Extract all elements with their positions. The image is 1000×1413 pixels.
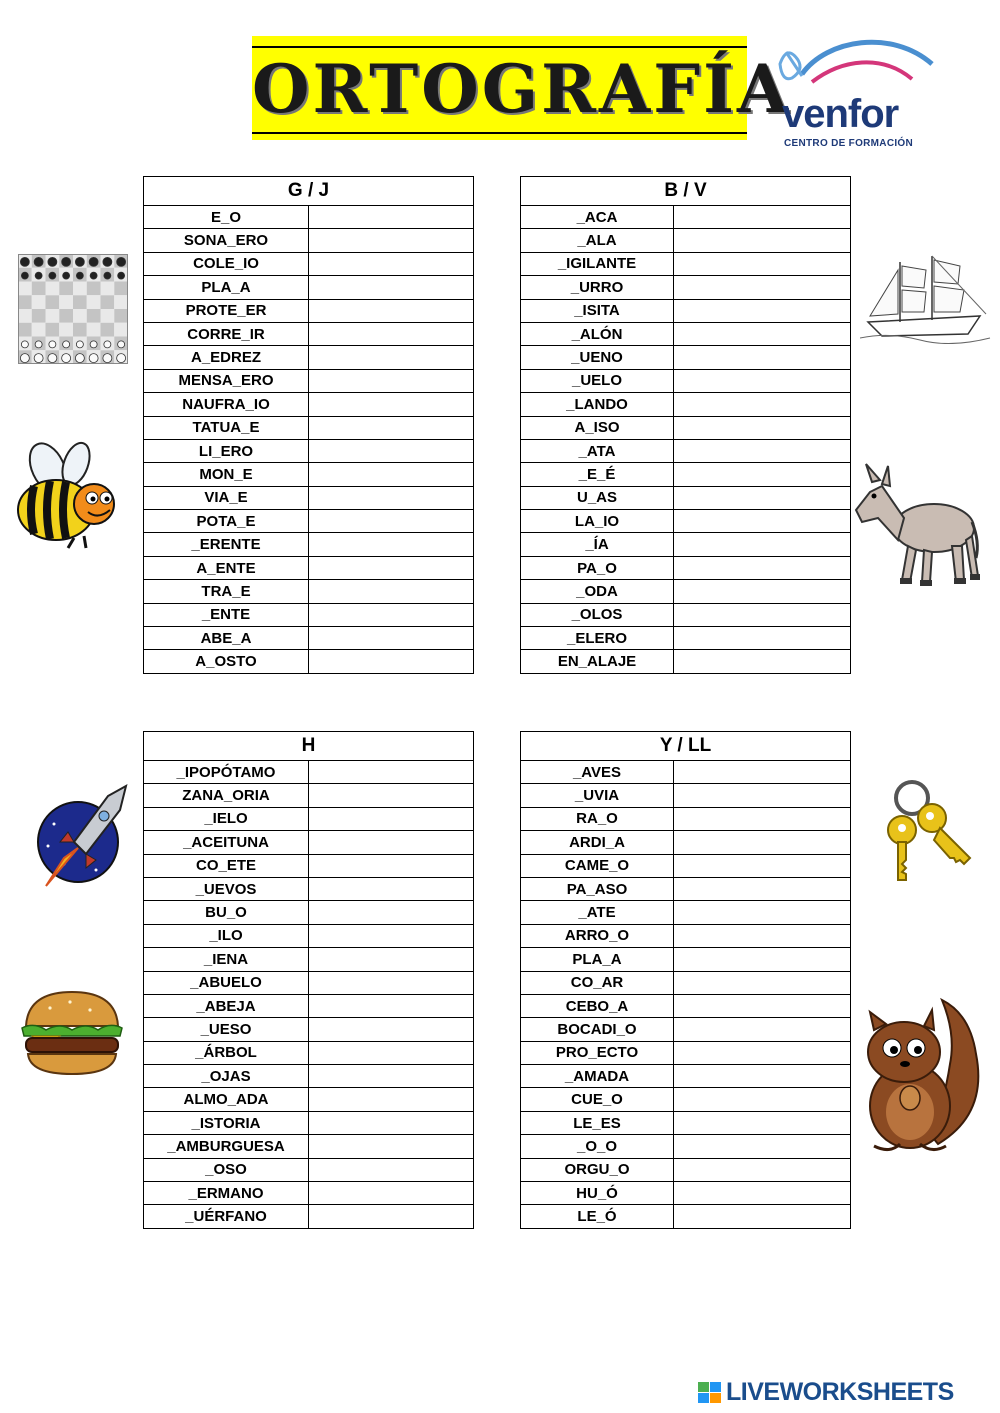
- answer-cell[interactable]: [674, 650, 851, 673]
- table-row: [521, 948, 851, 971]
- table-heading: B / V: [521, 177, 851, 206]
- word-cell: MON_E: [144, 463, 309, 486]
- word-cell: _ABEJA: [144, 994, 309, 1017]
- word-cell: _AMADA: [521, 1065, 674, 1088]
- table-row: [144, 556, 474, 579]
- table-heading: G / J: [144, 177, 474, 206]
- word-cell: ABE_A: [144, 627, 309, 650]
- word-cell: ARRO_O: [521, 924, 674, 947]
- answer-cell[interactable]: [674, 877, 851, 900]
- word-cell: _UVIA: [521, 784, 674, 807]
- word-cell: U_AS: [521, 486, 674, 509]
- answer-cell[interactable]: [674, 416, 851, 439]
- word-cell: ZANA_ORIA: [144, 784, 309, 807]
- answer-cell[interactable]: [309, 322, 474, 345]
- answer-cell[interactable]: [309, 439, 474, 462]
- word-cell: _ATA: [521, 439, 674, 462]
- word-cell: LI_ERO: [144, 439, 309, 462]
- answer-cell[interactable]: [674, 1065, 851, 1088]
- table-row: [144, 369, 474, 392]
- answer-cell[interactable]: [674, 924, 851, 947]
- table-row: [521, 322, 851, 345]
- answer-cell[interactable]: [674, 1158, 851, 1181]
- word-cell: CAME_O: [521, 854, 674, 877]
- table-row: [144, 299, 474, 322]
- answer-cell[interactable]: [309, 533, 474, 556]
- table-row: [144, 1158, 474, 1181]
- word-cell: LE_Ó: [521, 1205, 674, 1228]
- answer-cell[interactable]: [674, 229, 851, 252]
- answer-cell[interactable]: [309, 416, 474, 439]
- word-cell: _ABUELO: [144, 971, 309, 994]
- word-cell: LA_IO: [521, 510, 674, 533]
- word-cell: PRO_ECTO: [521, 1041, 674, 1064]
- answer-cell[interactable]: [309, 1158, 474, 1181]
- keys-icon: [876, 778, 976, 884]
- answer-cell[interactable]: [309, 831, 474, 854]
- table-row: [521, 1088, 851, 1111]
- table-row: [144, 924, 474, 947]
- word-cell: _ERENTE: [144, 533, 309, 556]
- word-cell: A_ENTE: [144, 556, 309, 579]
- table-row: [521, 854, 851, 877]
- table-row: [144, 784, 474, 807]
- word-cell: RA_O: [521, 807, 674, 830]
- word-cell: E_O: [144, 206, 309, 229]
- table-row: [521, 1018, 851, 1041]
- answer-cell[interactable]: [674, 784, 851, 807]
- table-row: [521, 831, 851, 854]
- answer-cell[interactable]: [674, 901, 851, 924]
- bee-icon: [14, 440, 119, 550]
- word-cell: _AVES: [521, 761, 674, 784]
- table-row: [521, 627, 851, 650]
- answer-cell[interactable]: [309, 807, 474, 830]
- answer-cell[interactable]: [674, 1041, 851, 1064]
- word-cell: VIA_E: [144, 486, 309, 509]
- word-cell: COLE_IO: [144, 252, 309, 275]
- word-cell: A_OSTO: [144, 650, 309, 673]
- table-row: [521, 510, 851, 533]
- word-cell: _URRO: [521, 276, 674, 299]
- answer-cell[interactable]: [309, 1088, 474, 1111]
- word-cell: _ENTE: [144, 603, 309, 626]
- table-row: [521, 901, 851, 924]
- table-row: [521, 416, 851, 439]
- table-row: [521, 556, 851, 579]
- answer-cell[interactable]: [309, 206, 474, 229]
- word-cell: SONA_ERO: [144, 229, 309, 252]
- answer-cell[interactable]: [309, 1018, 474, 1041]
- table-row: [144, 1135, 474, 1158]
- table-row: [144, 510, 474, 533]
- answer-cell[interactable]: [674, 439, 851, 462]
- answer-cell[interactable]: [309, 393, 474, 416]
- table-row: [521, 206, 851, 229]
- table-row: [144, 1065, 474, 1088]
- answer-cell[interactable]: [309, 877, 474, 900]
- word-cell: _ELERO: [521, 627, 674, 650]
- hamburger-icon: [20, 988, 124, 1078]
- answer-cell[interactable]: [309, 1065, 474, 1088]
- table-b-v: [520, 176, 851, 674]
- answer-cell[interactable]: [674, 1088, 851, 1111]
- table-heading: Y / LL: [521, 732, 851, 761]
- word-cell: CUE_O: [521, 1088, 674, 1111]
- answer-cell[interactable]: [309, 924, 474, 947]
- word-cell: EN_ALAJE: [521, 650, 674, 673]
- answer-cell[interactable]: [309, 486, 474, 509]
- table-row: [144, 877, 474, 900]
- word-cell: _ÁRBOL: [144, 1041, 309, 1064]
- venfor-logo: [772, 34, 942, 154]
- word-cell: _UESO: [144, 1018, 309, 1041]
- word-cell: TATUA_E: [144, 416, 309, 439]
- liveworksheets-logo-icon: [698, 1382, 722, 1404]
- word-cell: _ACEITUNA: [144, 831, 309, 854]
- word-cell: ORGU_O: [521, 1158, 674, 1181]
- table-row: [144, 533, 474, 556]
- word-cell: _UENO: [521, 346, 674, 369]
- word-cell: ALMO_ADA: [144, 1088, 309, 1111]
- word-cell: _AMBURGUESA: [144, 1135, 309, 1158]
- answer-cell[interactable]: [674, 994, 851, 1017]
- word-cell: PROTE_ER: [144, 299, 309, 322]
- table-row: [144, 580, 474, 603]
- word-cell: PA_ASO: [521, 877, 674, 900]
- table-row: [521, 1065, 851, 1088]
- answer-cell[interactable]: [674, 206, 851, 229]
- answer-cell[interactable]: [674, 299, 851, 322]
- answer-cell[interactable]: [309, 854, 474, 877]
- table-row: [521, 1182, 851, 1205]
- word-cell: CO_ETE: [144, 854, 309, 877]
- word-cell: NAUFRA_IO: [144, 393, 309, 416]
- table-row: [144, 627, 474, 650]
- answer-cell[interactable]: [674, 1205, 851, 1228]
- answer-cell[interactable]: [309, 784, 474, 807]
- table-row: [144, 854, 474, 877]
- answer-cell[interactable]: [309, 1041, 474, 1064]
- answer-cell[interactable]: [674, 627, 851, 650]
- word-cell: TRA_E: [144, 580, 309, 603]
- answer-cell[interactable]: [309, 1135, 474, 1158]
- word-cell: _O_O: [521, 1135, 674, 1158]
- table-row: [521, 994, 851, 1017]
- table-row: [144, 831, 474, 854]
- word-cell: LE_ES: [521, 1111, 674, 1134]
- table-row: [521, 533, 851, 556]
- word-cell: PLA_A: [521, 948, 674, 971]
- answer-cell[interactable]: [674, 580, 851, 603]
- squirrel-icon: [860, 994, 984, 1160]
- table-row: [521, 393, 851, 416]
- answer-cell[interactable]: [674, 322, 851, 345]
- word-cell: _ILO: [144, 924, 309, 947]
- table-row: [521, 924, 851, 947]
- answer-cell[interactable]: [674, 948, 851, 971]
- word-cell: CEBO_A: [521, 994, 674, 1017]
- word-cell: _OSO: [144, 1158, 309, 1181]
- table-row: [144, 971, 474, 994]
- table-row: [144, 1088, 474, 1111]
- word-cell: _ALÓN: [521, 322, 674, 345]
- word-cell: _OJAS: [144, 1065, 309, 1088]
- table-row: [144, 416, 474, 439]
- word-cell: CO_AR: [521, 971, 674, 994]
- word-cell: BOCADI_O: [521, 1018, 674, 1041]
- answer-cell[interactable]: [674, 463, 851, 486]
- table-row: [144, 807, 474, 830]
- rocket-icon: [34, 784, 130, 890]
- answer-cell[interactable]: [674, 1018, 851, 1041]
- answer-cell[interactable]: [309, 1205, 474, 1228]
- answer-cell[interactable]: [309, 346, 474, 369]
- table-row: [144, 603, 474, 626]
- table-row: [521, 229, 851, 252]
- word-cell: _ISITA: [521, 299, 674, 322]
- answer-cell[interactable]: [309, 603, 474, 626]
- logo-wordmark: venfor: [782, 92, 899, 136]
- word-cell: MENSA_ERO: [144, 369, 309, 392]
- answer-cell[interactable]: [309, 901, 474, 924]
- answer-cell[interactable]: [674, 603, 851, 626]
- word-cell: _ÍA: [521, 533, 674, 556]
- word-cell: HU_Ó: [521, 1182, 674, 1205]
- answer-cell[interactable]: [309, 229, 474, 252]
- answer-cell[interactable]: [674, 393, 851, 416]
- table-row: [521, 1111, 851, 1134]
- table-row: [144, 229, 474, 252]
- answer-cell[interactable]: [309, 299, 474, 322]
- table-row: [521, 580, 851, 603]
- table-row: [521, 346, 851, 369]
- answer-cell[interactable]: [309, 252, 474, 275]
- word-cell: _IPOPÓTAMO: [144, 761, 309, 784]
- answer-cell[interactable]: [674, 533, 851, 556]
- answer-cell[interactable]: [674, 346, 851, 369]
- answer-cell[interactable]: [309, 510, 474, 533]
- table-row: [144, 761, 474, 784]
- table-y-ll: [520, 731, 851, 1229]
- sailing-ship-icon: [860, 252, 992, 344]
- table-row: [521, 877, 851, 900]
- table-row: [144, 1182, 474, 1205]
- word-cell: CORRE_IR: [144, 322, 309, 345]
- answer-cell[interactable]: [674, 486, 851, 509]
- table-row: [521, 761, 851, 784]
- answer-cell[interactable]: [309, 276, 474, 299]
- table-row: [521, 369, 851, 392]
- table-row: [521, 1041, 851, 1064]
- table-row: [521, 1135, 851, 1158]
- table-row: [521, 299, 851, 322]
- word-cell: ARDI_A: [521, 831, 674, 854]
- table-row: [144, 252, 474, 275]
- table-row: [144, 1018, 474, 1041]
- table-row: [144, 346, 474, 369]
- answer-cell[interactable]: [674, 971, 851, 994]
- answer-cell[interactable]: [309, 948, 474, 971]
- title-bottom-rule: [252, 132, 747, 134]
- donkey-icon: [852, 462, 982, 590]
- answer-cell[interactable]: [309, 1182, 474, 1205]
- table-row: [144, 1111, 474, 1134]
- table-row: [144, 393, 474, 416]
- answer-cell[interactable]: [674, 369, 851, 392]
- answer-cell[interactable]: [309, 463, 474, 486]
- word-cell: _UELO: [521, 369, 674, 392]
- table-row: [521, 463, 851, 486]
- word-cell: _LANDO: [521, 393, 674, 416]
- table-row: [144, 948, 474, 971]
- word-cell: _E_É: [521, 463, 674, 486]
- table-row: [144, 1205, 474, 1228]
- table-g-j: [143, 176, 474, 674]
- liveworksheets-wordmark: LIVEWORKSHEETS: [726, 1378, 954, 1406]
- word-cell: _ACA: [521, 206, 674, 229]
- table-row: [144, 322, 474, 345]
- word-cell: _UÉRFANO: [144, 1205, 309, 1228]
- table-row: [144, 276, 474, 299]
- word-cell: _ISTORIA: [144, 1111, 309, 1134]
- table-row: [521, 486, 851, 509]
- table-row: [521, 1158, 851, 1181]
- answer-cell[interactable]: [674, 854, 851, 877]
- answer-cell[interactable]: [309, 761, 474, 784]
- table-row: [521, 1205, 851, 1228]
- answer-cell[interactable]: [309, 971, 474, 994]
- word-cell: A_ISO: [521, 416, 674, 439]
- logo-subtitle: CENTRO DE FORMACIÓN: [784, 138, 914, 149]
- title-banner: [252, 36, 792, 140]
- table-row: [521, 603, 851, 626]
- word-cell: _OLOS: [521, 603, 674, 626]
- word-cell: PLA_A: [144, 276, 309, 299]
- word-cell: _ODA: [521, 580, 674, 603]
- table-row: [144, 486, 474, 509]
- word-cell: _ATE: [521, 901, 674, 924]
- answer-cell[interactable]: [674, 252, 851, 275]
- word-cell: _ALA: [521, 229, 674, 252]
- table-row: [144, 901, 474, 924]
- table-row: [144, 206, 474, 229]
- answer-cell[interactable]: [674, 556, 851, 579]
- word-cell: PA_O: [521, 556, 674, 579]
- table-row: [521, 276, 851, 299]
- word-cell: _ERMANO: [144, 1182, 309, 1205]
- answer-cell[interactable]: [309, 1111, 474, 1134]
- table-row: [521, 784, 851, 807]
- table-row: [521, 252, 851, 275]
- chessboard-icon: [18, 254, 128, 364]
- table-row: [144, 439, 474, 462]
- word-cell: A_EDREZ: [144, 346, 309, 369]
- answer-cell[interactable]: [674, 807, 851, 830]
- table-row: [521, 807, 851, 830]
- answer-cell[interactable]: [674, 1182, 851, 1205]
- table-row: [144, 463, 474, 486]
- answer-cell[interactable]: [674, 831, 851, 854]
- answer-cell[interactable]: [674, 1135, 851, 1158]
- word-cell: BU_O: [144, 901, 309, 924]
- table-row: [521, 971, 851, 994]
- page-title: ORTOGRAFÍA: [252, 50, 792, 128]
- answer-cell[interactable]: [309, 627, 474, 650]
- answer-cell[interactable]: [674, 276, 851, 299]
- table-row: [521, 439, 851, 462]
- table-row: [144, 1041, 474, 1064]
- word-cell: _IELO: [144, 807, 309, 830]
- answer-cell[interactable]: [309, 650, 474, 673]
- table-h: [143, 731, 474, 1229]
- table-row: [521, 650, 851, 673]
- table-heading: H: [144, 732, 474, 761]
- word-cell: _IGILANTE: [521, 252, 674, 275]
- word-cell: _UEVOS: [144, 877, 309, 900]
- answer-cell[interactable]: [309, 369, 474, 392]
- table-row: [144, 994, 474, 1017]
- answer-cell[interactable]: [309, 994, 474, 1017]
- answer-cell[interactable]: [309, 556, 474, 579]
- table-row: [144, 650, 474, 673]
- title-top-rule: [252, 46, 747, 48]
- answer-cell[interactable]: [674, 510, 851, 533]
- word-cell: POTA_E: [144, 510, 309, 533]
- answer-cell[interactable]: [309, 580, 474, 603]
- answer-cell[interactable]: [674, 1111, 851, 1134]
- answer-cell[interactable]: [674, 761, 851, 784]
- word-cell: _IENA: [144, 948, 309, 971]
